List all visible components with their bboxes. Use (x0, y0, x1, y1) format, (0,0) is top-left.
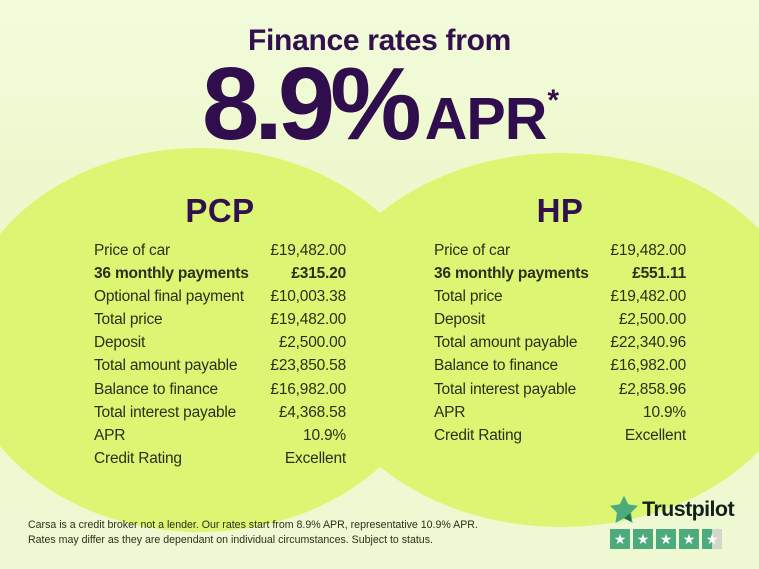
row-label: Total amount payable (434, 334, 578, 352)
row-label: APR (94, 426, 126, 444)
finance-table-row (434, 308, 686, 331)
finance-table-row (434, 401, 686, 424)
asterisk: * (547, 84, 559, 117)
finance-table-row (94, 424, 346, 447)
row-value: £315.20 (291, 265, 346, 283)
trustpilot-logo (610, 495, 734, 523)
pcp-table-title: PCP (185, 192, 255, 229)
finance-table-row (94, 285, 346, 308)
row-value: £19,482.00 (270, 311, 346, 329)
rating-star-half: ★ (702, 529, 722, 549)
hp-table-title: HP (536, 192, 584, 229)
finance-table-row (94, 308, 346, 331)
row-label: Total price (434, 288, 503, 306)
row-value: £2,500.00 (618, 311, 686, 329)
trustpilot-rating-stars (610, 529, 734, 549)
row-label: Credit Rating (94, 449, 182, 467)
disclaimer-line-2: Rates may differ as they are dependant on individual circumstances. Subject to status. (28, 534, 433, 546)
rating-star-full: ★ (679, 529, 699, 549)
row-label: Balance to finance (94, 380, 218, 398)
row-value: 10.9% (643, 403, 686, 421)
rate-unit (425, 86, 557, 152)
row-label: APR (434, 403, 466, 421)
finance-table-row (434, 354, 686, 377)
row-label: 36 monthly payments (94, 265, 249, 283)
finance-table-row (94, 354, 346, 377)
rate-value: 8.9% (201, 46, 417, 161)
row-value: Excellent (624, 426, 686, 444)
pcp-table-rows (94, 239, 346, 470)
row-label: Price of car (434, 242, 510, 259)
row-value: 10.9% (303, 426, 346, 444)
row-label: Total amount payable (94, 357, 238, 375)
finance-table-row (434, 378, 686, 401)
rating-star-full: ★ (656, 529, 676, 549)
finance-table-row (434, 262, 686, 285)
rating-star-full: ★ (610, 529, 630, 549)
disclaimer-line-1: Carsa is a credit broker not a lender. Our rates start from 8.9% APR, representative 10.9% APR. (28, 519, 478, 531)
row-label: Optional final payment (94, 288, 244, 306)
row-label: Price of car (94, 242, 170, 259)
finance-table-row (434, 239, 686, 262)
legal-disclaimer (28, 518, 478, 548)
finance-table-row (434, 424, 686, 447)
finance-table-row (94, 447, 346, 470)
row-value: £22,340.96 (610, 334, 686, 352)
finance-table-row (94, 239, 346, 262)
row-value: £16,982.00 (270, 380, 346, 398)
row-label: Total interest payable (94, 403, 237, 421)
pcp-table (94, 194, 346, 470)
row-label: Total price (94, 311, 163, 329)
row-label: Deposit (94, 334, 146, 352)
trustpilot-widget (610, 495, 734, 549)
rate-unit-label: APR (424, 86, 547, 152)
finance-table-row (94, 378, 346, 401)
row-value: £2,858.96 (618, 380, 686, 398)
row-value: Excellent (284, 449, 346, 467)
finance-table-row (94, 262, 346, 285)
row-label: Credit Rating (434, 426, 522, 444)
finance-table-row (94, 401, 346, 424)
headline-rate (0, 46, 759, 161)
row-value: £551.11 (632, 265, 686, 283)
banner-title: Finance rates from (247, 24, 512, 57)
finance-table-row (94, 331, 346, 354)
hp-table-rows (434, 239, 686, 447)
hp-table (434, 194, 686, 447)
trustpilot-wordmark: Trustpilot (642, 496, 734, 521)
row-value: £19,482.00 (270, 242, 346, 259)
row-value: £23,850.58 (270, 357, 346, 375)
row-value: £19,482.00 (610, 242, 686, 259)
row-value: £16,982.00 (610, 357, 686, 375)
row-value: £2,500.00 (278, 334, 346, 352)
row-label: 36 monthly payments (434, 265, 589, 283)
trustpilot-star-icon (610, 495, 638, 523)
row-value: £4,368.58 (278, 403, 346, 421)
row-label: Total interest payable (434, 380, 577, 398)
row-label: Deposit (434, 311, 486, 329)
row-label: Balance to finance (434, 357, 558, 375)
finance-table-row (434, 285, 686, 308)
row-value: £19,482.00 (610, 288, 686, 306)
row-value: £10,003.38 (270, 288, 346, 306)
finance-table-row (434, 331, 686, 354)
rating-star-full: ★ (633, 529, 653, 549)
